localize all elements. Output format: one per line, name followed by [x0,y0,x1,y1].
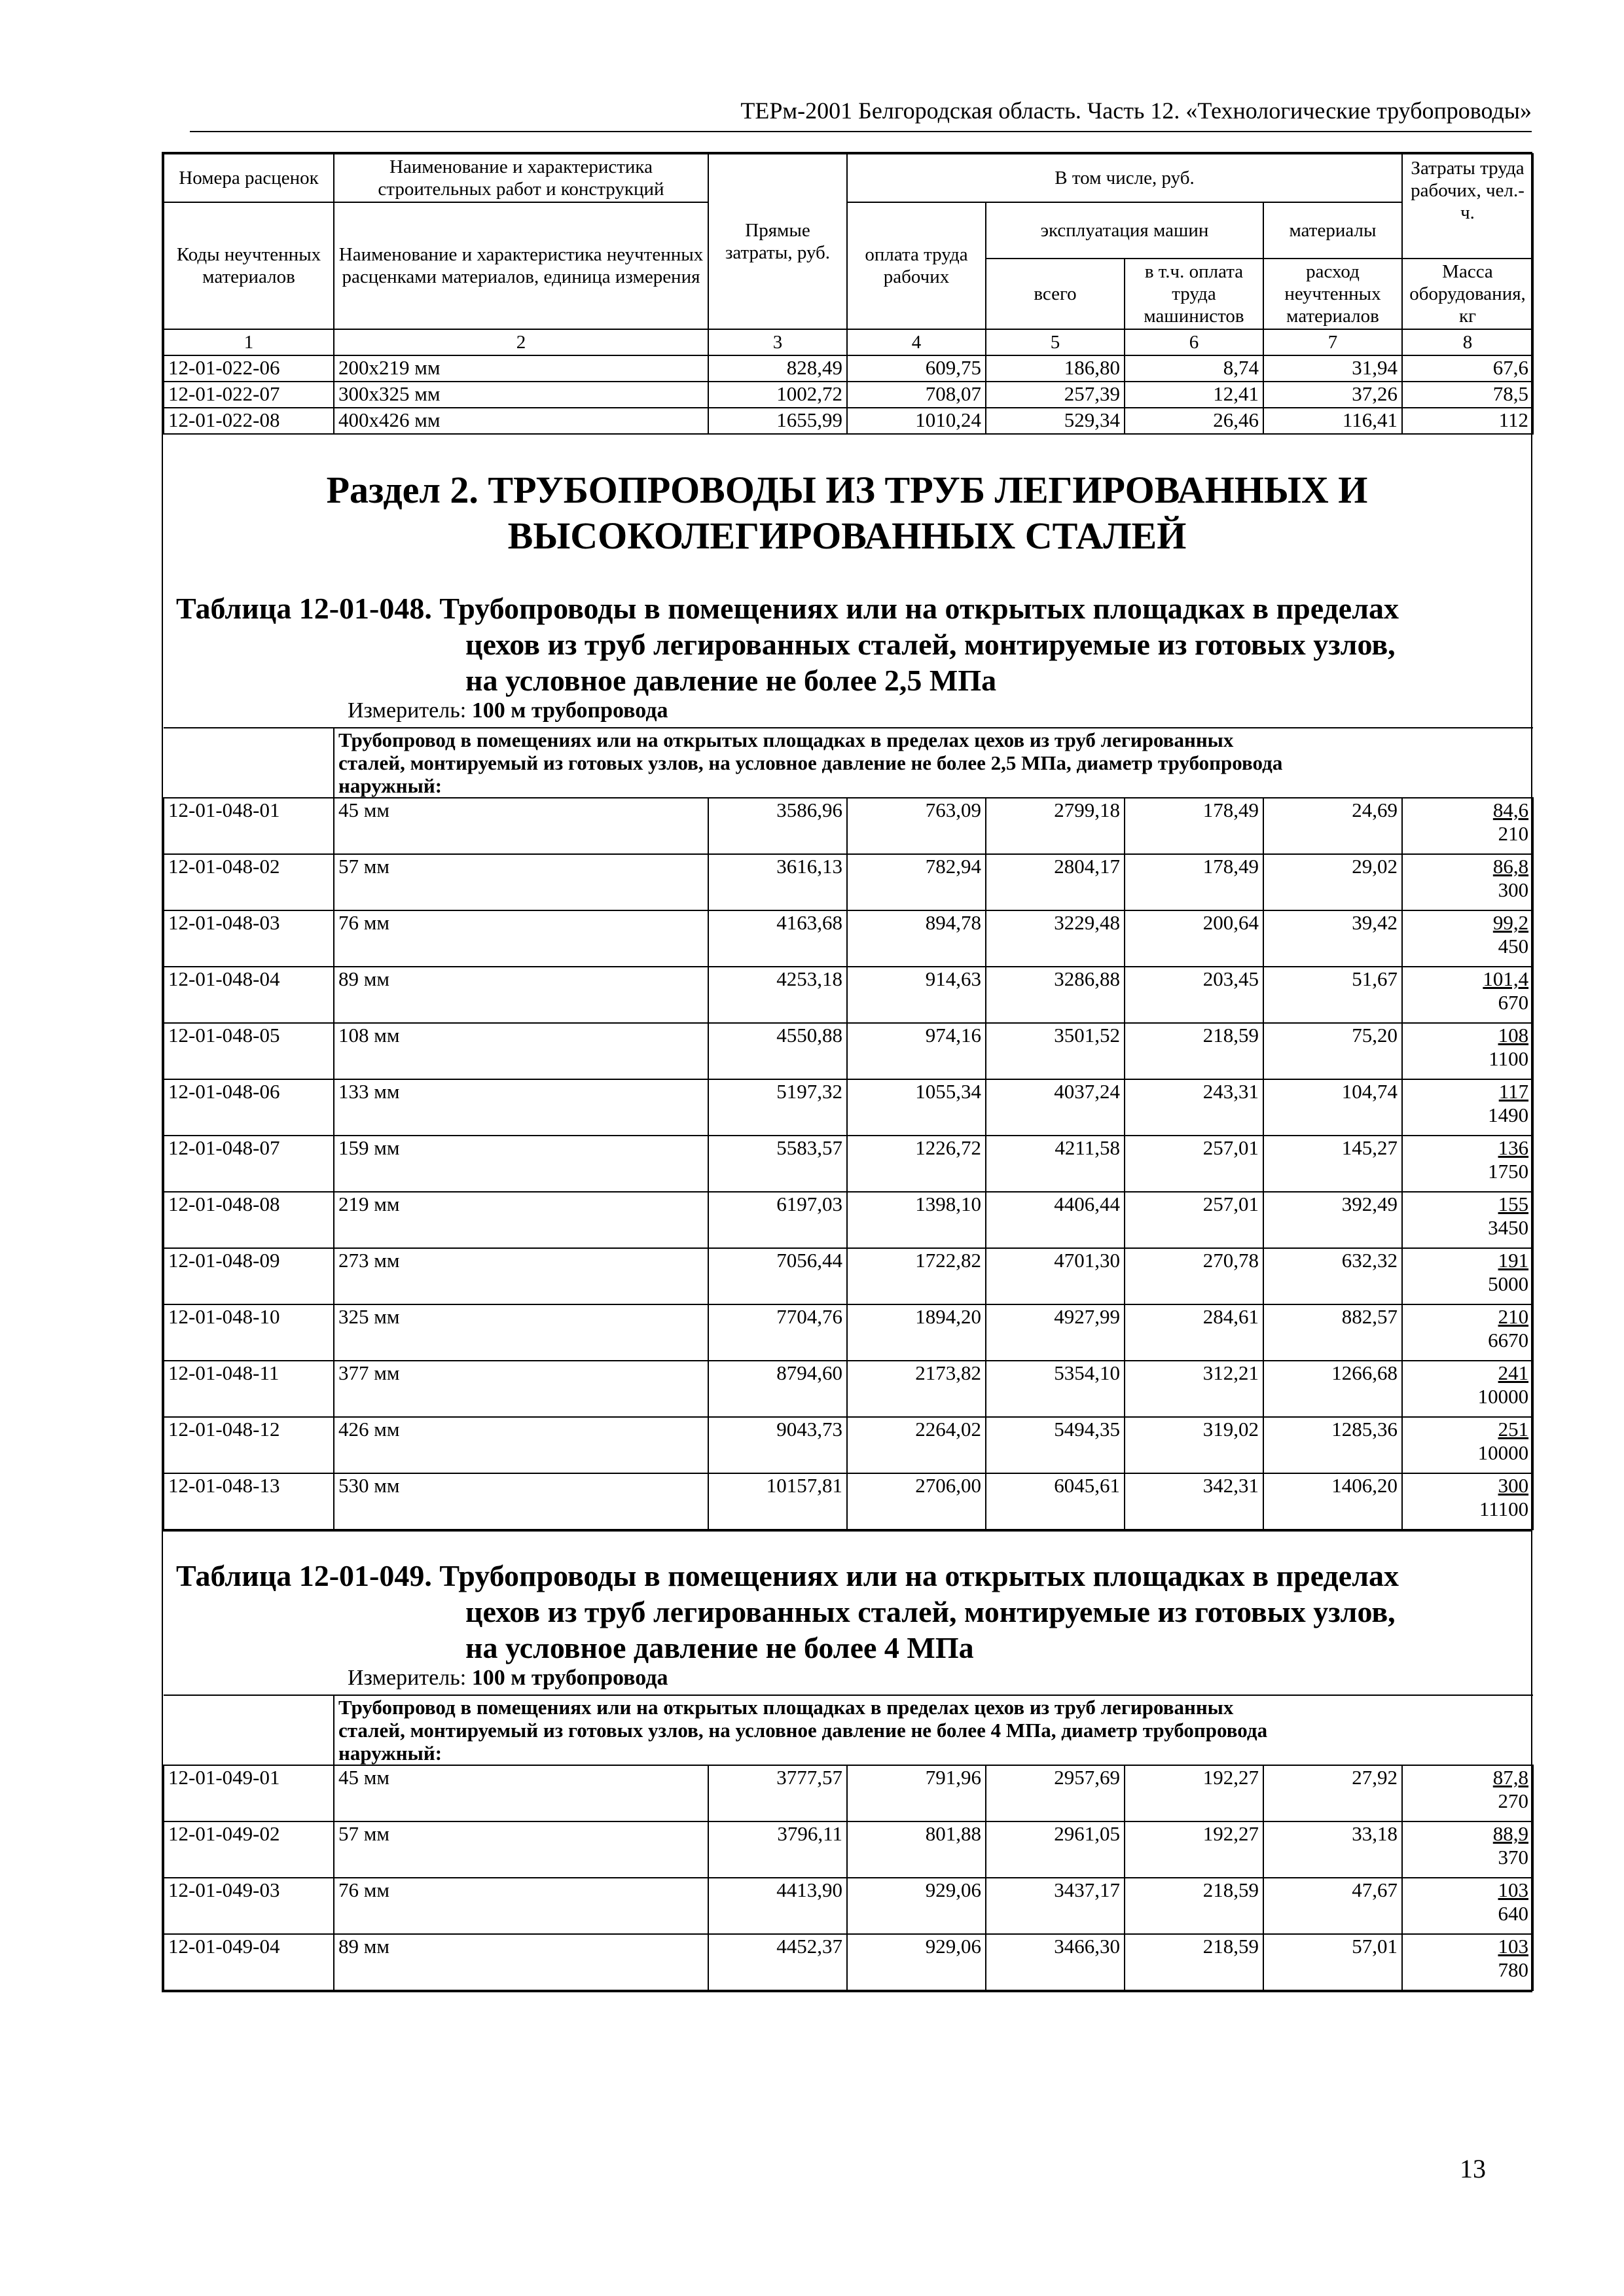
rate-value: 218,59 [1125,1878,1263,1934]
rate-name: 325 мм [334,1304,708,1361]
table-row [164,1304,1533,1361]
rate-code: 12-01-048-06 [164,1079,334,1136]
labor-costs-value: 191 [1498,1249,1529,1272]
col-number: 1 [164,329,334,355]
rate-value: 4253,18 [708,967,847,1023]
rate-value: 3501,52 [986,1023,1125,1079]
rate-name: 76 мм [334,910,708,967]
table-row [164,1878,1533,1934]
equipment-mass-value: 1490 [1488,1103,1529,1126]
group-line: сталей, монтируемый из готовых узлов, на условное давление не более 2,5 МПа, диаметр трубопровода [338,751,1283,774]
labor-and-mass-cell [1402,1079,1533,1136]
table-row [164,1079,1533,1136]
equipment-mass-value: 210 [1498,822,1529,845]
table-048 [163,727,1534,1530]
rate-value: 914,63 [847,967,986,1023]
equipment-mass-value: 640 [1498,1902,1529,1925]
rate-value: 2706,00 [847,1473,986,1530]
table-049-measure [163,1666,1531,1695]
rate-name: 400х426 мм [334,408,708,434]
rate-value: 4927,99 [986,1304,1125,1361]
header-rule [190,131,1532,132]
labor-costs-value: 241 [1498,1361,1529,1384]
rate-value: 51,67 [1263,967,1402,1023]
rate-value: 5354,10 [986,1361,1125,1417]
col-including: В том числе, руб. [847,154,1402,202]
rate-value: 4406,44 [986,1192,1125,1248]
rate-value: 57,01 [1263,1934,1402,1990]
rate-value: 75,20 [1263,1023,1402,1079]
rate-value: 8,74 [1125,355,1263,382]
rate-value: 3286,88 [986,967,1125,1023]
labor-and-mass-cell [1402,1878,1533,1934]
labor-and-mass-cell [1402,798,1533,854]
labor-costs-value: 251 [1498,1418,1529,1441]
rate-value: 31,94 [1263,355,1402,382]
rate-code: 12-01-048-12 [164,1417,334,1473]
equipment-mass-value: 1100 [1489,1047,1529,1070]
rate-value: 200,64 [1125,910,1263,967]
rate-value: 112 [1402,408,1533,434]
col-machine-op: эксплуатация машин [986,202,1263,259]
rate-value: 828,49 [708,355,847,382]
rate-value: 392,49 [1263,1192,1402,1248]
rate-value: 1285,36 [1263,1417,1402,1473]
col-number: 7 [1263,329,1402,355]
rate-code: 12-01-048-13 [164,1473,334,1530]
group-line: наружный: [338,1742,442,1765]
rate-value: 4413,90 [708,1878,847,1934]
rate-value: 319,02 [1125,1417,1263,1473]
equipment-mass-value: 11100 [1479,1498,1529,1520]
rate-code: 12-01-022-08 [164,408,334,434]
rate-value: 609,75 [847,355,986,382]
rate-value: 47,67 [1263,1878,1402,1934]
col-direct-costs: Прямые затраты, руб. [708,154,847,329]
rate-name: 57 мм [334,1821,708,1878]
col-number: 6 [1125,329,1263,355]
rate-name: 89 мм [334,1934,708,1990]
rate-code: 12-01-048-01 [164,798,334,854]
rate-value: 4163,68 [708,910,847,967]
labor-costs-value: 117 [1498,1080,1529,1103]
col-machinist-pay: в т.ч. оплата труда машинистов [1125,259,1263,329]
col-work-name: Наименование и характеристика строительных работ и конструкций [334,154,708,202]
table-048-title [163,559,1531,698]
labor-and-mass-cell [1402,1248,1533,1304]
rate-code: 12-01-048-02 [164,854,334,910]
col-unaccounted-materials: расход неучтенных материалов [1263,259,1402,329]
rate-value: 257,01 [1125,1136,1263,1192]
rate-value: 78,5 [1402,382,1533,408]
group-line: Трубопровод в помещениях или на открытых площадках в пределах цехов из труб легированных [338,728,1234,751]
table-048-measure [163,698,1531,727]
table-row [164,798,1533,854]
rate-value: 4452,37 [708,1934,847,1990]
rate-code: 12-01-048-09 [164,1248,334,1304]
rate-code: 12-01-048-05 [164,1023,334,1079]
rate-code: 12-01-048-03 [164,910,334,967]
labor-costs-value: 108 [1498,1024,1529,1047]
equipment-mass-value: 300 [1498,878,1529,901]
rate-code: 12-01-049-01 [164,1765,334,1821]
equipment-mass-value: 450 [1498,935,1529,958]
rate-value: 29,02 [1263,854,1402,910]
labor-costs-value: 101,4 [1483,967,1529,990]
table-049-group-heading [334,1695,1533,1765]
rate-value: 218,59 [1125,1934,1263,1990]
equipment-mass-value: 270 [1498,1789,1529,1812]
rate-value: 2264,02 [847,1417,986,1473]
rate-value: 192,27 [1125,1765,1263,1821]
labor-costs-value: 84,6 [1492,798,1529,821]
rate-value: 1226,72 [847,1136,986,1192]
labor-costs-value: 136 [1498,1136,1529,1159]
table-title-line: на условное давление не более 4 МПа [465,1631,974,1664]
rate-name: 89 мм [334,967,708,1023]
rate-value: 5197,32 [708,1079,847,1136]
group-line: наружный: [338,774,442,797]
table-title-line: Таблица 12-01-049. Трубопроводы в помещениях или на открытых площадках в пределах [176,1559,1399,1592]
table-row [164,1136,1533,1192]
equipment-mass-value: 10000 [1477,1441,1529,1464]
labor-costs-value: 88,9 [1492,1822,1529,1845]
rate-code: 12-01-022-06 [164,355,334,382]
running-header: ТЕРм-2001 Белгородская область. Часть 12. «Технологические трубопроводы» [740,98,1532,124]
labor-and-mass-cell [1402,1192,1533,1248]
rate-code: 12-01-049-04 [164,1934,334,1990]
measure-value: 100 м трубопровода [471,698,668,723]
rate-value: 929,06 [847,1934,986,1990]
table-row [164,382,1533,408]
equipment-mass-value: 370 [1498,1846,1529,1869]
rate-value: 6197,03 [708,1192,847,1248]
rate-value: 39,42 [1263,910,1402,967]
table-title-line: на условное давление не более 2,5 МПа [465,664,997,697]
rate-value: 7056,44 [708,1248,847,1304]
labor-costs-value: 86,8 [1492,855,1529,878]
rate-name: 273 мм [334,1248,708,1304]
equipment-mass-value: 6670 [1488,1329,1529,1352]
rate-value: 3616,13 [708,854,847,910]
rate-value: 33,18 [1263,1821,1402,1878]
rate-value: 3229,48 [986,910,1125,967]
equipment-mass-value: 1750 [1488,1160,1529,1183]
rate-value: 1894,20 [847,1304,986,1361]
rate-value: 8794,60 [708,1361,847,1417]
rate-value: 3466,30 [986,1934,1125,1990]
rate-value: 782,94 [847,854,986,910]
page-number: 13 [1460,2154,1486,2183]
rate-value: 4550,88 [708,1023,847,1079]
col-number: 2 [334,329,708,355]
rate-value: 1010,24 [847,408,986,434]
rate-name: 300х325 мм [334,382,708,408]
rate-value: 529,34 [986,408,1125,434]
rate-name: 377 мм [334,1361,708,1417]
rate-name: 57 мм [334,854,708,910]
section-heading [163,435,1531,559]
table-title-line: цехов из труб легированных сталей, монтируемые из готовых узлов, [465,628,1396,661]
equipment-mass-value: 780 [1498,1958,1529,1981]
rate-name: 133 мм [334,1079,708,1136]
rate-value: 10157,81 [708,1473,847,1530]
section-title-line: Раздел 2. ТРУБОПРОВОДЫ ИЗ ТРУБ ЛЕГИРОВАННЫХ И [326,469,1368,511]
rate-value: 27,92 [1263,1765,1402,1821]
table-row [164,1473,1533,1530]
rate-value: 9043,73 [708,1417,847,1473]
table-title-line: цехов из труб легированных сталей, монтируемые из готовых узлов, [465,1595,1396,1628]
rate-value: 178,49 [1125,854,1263,910]
table-row [164,1023,1533,1079]
table-row [164,1934,1533,1990]
rate-value: 929,06 [847,1878,986,1934]
rate-code: 12-01-048-10 [164,1304,334,1361]
group-line: сталей, монтируемый из готовых узлов, на условное давление не более 4 МПа, диаметр трубопровода [338,1719,1268,1742]
rate-value: 26,46 [1125,408,1263,434]
table-row [164,1192,1533,1248]
rate-name: 108 мм [334,1023,708,1079]
labor-costs-value: 155 [1498,1193,1529,1215]
labor-and-mass-cell [1402,1304,1533,1361]
rate-value: 1398,10 [847,1192,986,1248]
rate-name: 219 мм [334,1192,708,1248]
rate-value: 1002,72 [708,382,847,408]
rate-value: 4701,30 [986,1248,1125,1304]
rate-name: 530 мм [334,1473,708,1530]
table-title-line: Таблица 12-01-048. Трубопроводы в помещениях или на открытых площадках в пределах [176,592,1399,625]
table-048-group-heading [334,728,1533,798]
rate-value: 312,21 [1125,1361,1263,1417]
rate-value: 3777,57 [708,1765,847,1821]
rate-value: 2961,05 [986,1821,1125,1878]
rate-code: 12-01-048-07 [164,1136,334,1192]
table-row [164,967,1533,1023]
rate-value: 801,88 [847,1821,986,1878]
table-row [164,1248,1533,1304]
rate-code: 12-01-048-08 [164,1192,334,1248]
rate-value: 243,31 [1125,1079,1263,1136]
table-row [164,1821,1533,1878]
rate-value: 2173,82 [847,1361,986,1417]
rate-value: 178,49 [1125,798,1263,854]
labor-and-mass-cell [1402,854,1533,910]
labor-and-mass-cell [1402,1473,1533,1530]
rate-value: 6045,61 [986,1473,1125,1530]
rate-value: 186,80 [986,355,1125,382]
table-row [164,910,1533,967]
col-materials: материалы [1263,202,1402,259]
col-labor-costs-cell [1402,154,1533,329]
rate-value: 3586,96 [708,798,847,854]
rate-value: 632,32 [1263,1248,1402,1304]
rate-value: 192,27 [1125,1821,1263,1878]
labor-and-mass-cell [1402,1821,1533,1878]
rate-value: 12,41 [1125,382,1263,408]
rate-value: 2957,69 [986,1765,1125,1821]
rate-value: 4211,58 [986,1136,1125,1192]
rate-value: 882,57 [1263,1304,1402,1361]
table-row [164,1765,1533,1821]
labor-costs-value: 99,2 [1492,911,1529,934]
section-title-line: ВЫСОКОЛЕГИРОВАННЫХ СТАЛЕЙ [507,514,1187,557]
rate-name: 76 мм [334,1878,708,1934]
labor-costs-value: 87,8 [1492,1766,1529,1789]
rate-value: 104,74 [1263,1079,1402,1136]
labor-and-mass-cell [1402,1136,1533,1192]
col-labor-costs: Затраты труда рабочих, чел.-ч. [1411,158,1525,223]
rate-value: 1406,20 [1263,1473,1402,1530]
col-number: 4 [847,329,986,355]
col-rate-numbers: Номера расценок [164,154,334,202]
rate-value: 24,69 [1263,798,1402,854]
table-row [164,1417,1533,1473]
rate-code: 12-01-048-04 [164,967,334,1023]
rate-code: 12-01-048-11 [164,1361,334,1417]
measure-value: 100 м трубопровода [471,1666,668,1690]
table-row [164,408,1533,434]
rate-value: 342,31 [1125,1473,1263,1530]
table-049-title [163,1530,1531,1666]
rate-value: 270,78 [1125,1248,1263,1304]
equipment-mass-value: 5000 [1488,1272,1529,1295]
table-row [164,1361,1533,1417]
rate-value: 3437,17 [986,1878,1125,1934]
rate-value: 1722,82 [847,1248,986,1304]
col-material-name: Наименование и характеристика неучтенных расценками материалов, единица измерения [334,202,708,329]
rate-value: 2799,18 [986,798,1125,854]
measure-label: Измеритель: [348,698,467,723]
rate-value: 145,27 [1263,1136,1402,1192]
labor-costs-value: 103 [1498,1935,1529,1958]
rate-value: 67,6 [1402,355,1533,382]
rate-value: 894,78 [847,910,986,967]
rate-value: 1055,34 [847,1079,986,1136]
rate-value: 763,09 [847,798,986,854]
rate-value: 116,41 [1263,408,1402,434]
rate-value: 203,45 [1125,967,1263,1023]
rate-value: 2804,17 [986,854,1125,910]
labor-and-mass-cell [1402,1417,1533,1473]
equipment-mass-value: 10000 [1477,1385,1529,1408]
col-equipment-mass: Масса оборудования, кг [1403,258,1532,329]
col-number: 5 [986,329,1125,355]
rate-value: 218,59 [1125,1023,1263,1079]
rate-value: 5494,35 [986,1417,1125,1473]
labor-costs-value: 103 [1498,1878,1529,1901]
rate-value: 7704,76 [708,1304,847,1361]
labor-costs-value: 300 [1498,1474,1529,1497]
rates-table-frame [162,152,1532,1992]
rate-value: 4037,24 [986,1079,1125,1136]
labor-and-mass-cell [1402,967,1533,1023]
equipment-mass-value: 670 [1498,991,1529,1014]
rate-value: 5583,57 [708,1136,847,1192]
rate-value: 3796,11 [708,1821,847,1878]
rate-value: 257,01 [1125,1192,1263,1248]
rate-name: 426 мм [334,1417,708,1473]
rate-code: 12-01-049-02 [164,1821,334,1878]
measure-label: Измеритель: [348,1666,467,1690]
col-number: 8 [1402,329,1533,355]
labor-and-mass-cell [1402,910,1533,967]
rate-name: 45 мм [334,798,708,854]
labor-and-mass-cell [1402,1361,1533,1417]
labor-costs-value: 210 [1498,1305,1529,1328]
table-row [164,355,1533,382]
col-labor-pay: оплата труда рабочих [847,202,986,329]
rate-value: 974,16 [847,1023,986,1079]
rate-name: 159 мм [334,1136,708,1192]
equipment-mass-value: 3450 [1488,1216,1529,1239]
rates-table-header [163,153,1534,435]
rate-value: 284,61 [1125,1304,1263,1361]
table-row [164,854,1533,910]
rate-code: 12-01-049-03 [164,1878,334,1934]
rate-code: 12-01-022-07 [164,382,334,408]
rate-name: 200х219 мм [334,355,708,382]
rate-value: 257,39 [986,382,1125,408]
rate-value: 708,07 [847,382,986,408]
col-total: всего [986,259,1125,329]
table-049 [163,1695,1534,1991]
rate-value: 1266,68 [1263,1361,1402,1417]
labor-and-mass-cell [1402,1023,1533,1079]
col-number: 3 [708,329,847,355]
labor-and-mass-cell [1402,1765,1533,1821]
rate-value: 791,96 [847,1765,986,1821]
rate-name: 45 мм [334,1765,708,1821]
col-codes: Коды неучтенных материалов [164,202,334,329]
rate-value: 1655,99 [708,408,847,434]
group-line: Трубопровод в помещениях или на открытых площадках в пределах цехов из труб легированных [338,1696,1234,1719]
rate-value: 37,26 [1263,382,1402,408]
labor-and-mass-cell [1402,1934,1533,1990]
